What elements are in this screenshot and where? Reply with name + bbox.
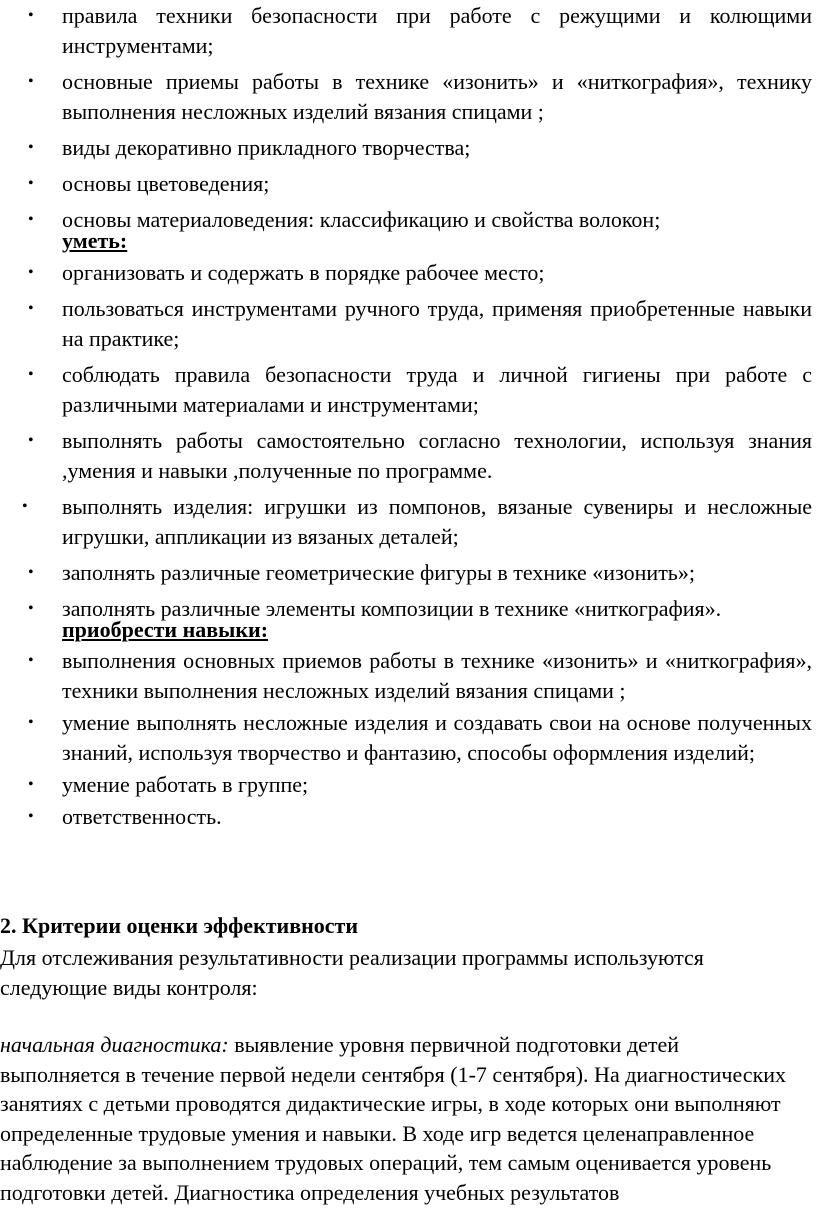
bullet-icon: • <box>28 776 34 793</box>
bullet-icon: • <box>28 652 34 669</box>
diagnostics-paragraph <box>0 1030 800 1207</box>
subheading-skills-can: уметь: <box>62 228 128 253</box>
list-item: • выполнять работы самостоятельно согласно технологии, используя знания ,умения и навыки ,полученные по программе. <box>28 428 812 483</box>
section-title: 2. Критерии оценки эффективности <box>0 913 359 938</box>
bullet-icon: • <box>28 564 34 581</box>
list-item: • заполнять различные элементы композиции в технике «ниткография». <box>0 594 814 624</box>
bullet-icon: • <box>28 211 34 228</box>
list-item: • умение работать в группе; <box>0 770 814 800</box>
list-item: • умение выполнять несложные изделия и создавать свои на основе полученных знаний, используя творчество и фантазию, способы оформления изделий; <box>28 710 812 765</box>
bullet-icon: • <box>28 808 34 825</box>
list-item: • организовать и содержать в порядке рабочее место; <box>0 258 814 288</box>
diagnostics-text: выявление уровня первичной подготовки детей выполняется в течение первой недели сентября (1-7 сентября). На диагностических занятиях с детьми проводятся дидактические игры, в ходе которых они выполняют определенные трудовые умения и навыки. В ходе игр ведется целенаправленное наблюдение за выполнением трудовых операций, тем самым оценивается уровень подготовки детей. Диагностика определения учебных результатов <box>0 1032 787 1205</box>
skills-list <box>0 646 814 834</box>
intro-paragraph: Для отслеживания результативности реализации программы используются следующие виды контроля: <box>0 945 704 1000</box>
list-item: • выполнять изделия: игрушки из помпонов, вязаные сувениры и несложные игрушки, аппликации из вязаных деталей; <box>22 494 812 549</box>
list-item: • соблюдать правила безопасности труда и личной гигиены при работе с различными материалами и инструментами; <box>28 362 812 417</box>
list-item: • правила техники безопасности при работе с режущими и колющими инструментами; <box>28 3 812 58</box>
list-item: • пользоваться инструментами ручного труда, применяя приобретенные навыки на практике; <box>28 296 812 351</box>
bullet-icon: • <box>22 498 28 515</box>
bullet-icon: • <box>28 139 34 156</box>
abilities-list <box>0 258 814 630</box>
bullet-icon: • <box>28 300 34 317</box>
bullet-icon: • <box>28 432 34 449</box>
bullet-icon: • <box>28 714 34 731</box>
list-item: • виды декоративно прикладного творчества; <box>0 133 814 163</box>
diagnostics-label: начальная диагностика: <box>0 1032 229 1057</box>
bullet-icon: • <box>28 264 34 281</box>
subheading-acquire-skills: приобрести навыки: <box>62 617 269 642</box>
list-item: • заполнять различные геометрические фигуры в технике «изонить»; <box>0 558 814 588</box>
bullet-icon: • <box>28 7 34 24</box>
bullet-icon: • <box>28 175 34 192</box>
bullet-icon: • <box>28 73 34 90</box>
list-item: • ответственность. <box>0 802 814 832</box>
list-item: • выполнения основных приемов работы в технике «изонить» и «ниткография», техники выполнения несложных изделий вязания спицами ; <box>28 648 812 703</box>
bullet-icon: • <box>28 366 34 383</box>
list-item: • основные приемы работы в технике «изонить» и «ниткография», технику выполнения несложных изделий вязания спицами ; <box>28 69 812 124</box>
list-item: • основы цветоведения; <box>0 169 814 199</box>
list-item: • основы материаловедения: классификацию и свойства волокон; <box>0 205 814 235</box>
bullet-icon: • <box>28 600 34 617</box>
knowledge-list <box>0 1 814 241</box>
